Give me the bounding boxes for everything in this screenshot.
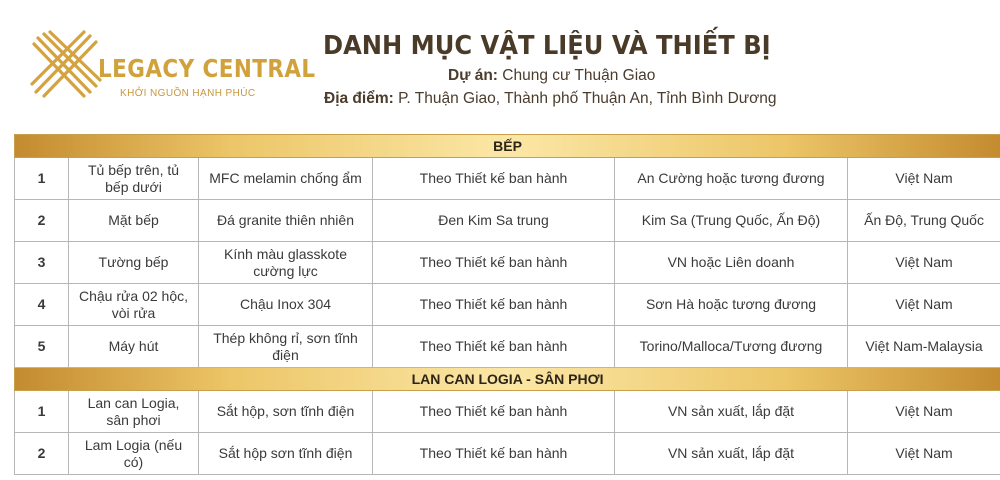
row-brand: VN hoặc Liên doanh bbox=[615, 242, 848, 284]
location-label: Địa điểm: bbox=[324, 90, 394, 107]
row-item: Máy hút bbox=[69, 326, 199, 368]
row-material: Sắt hộp sơn tĩnh điện bbox=[199, 433, 373, 475]
row-spec: Đen Kim Sa trung bbox=[373, 200, 615, 242]
row-number: 2 bbox=[15, 433, 69, 475]
brand-tagline: KHỞI NGUỒN HẠNH PHÚC bbox=[120, 88, 256, 99]
row-origin: Ấn Độ, Trung Quốc bbox=[848, 200, 1000, 242]
row-material: Sắt hộp, sơn tĩnh điện bbox=[199, 391, 373, 433]
row-brand: Kim Sa (Trung Quốc, Ấn Độ) bbox=[615, 200, 848, 242]
row-item: Tủ bếp trên, tủ bếp dưới bbox=[69, 158, 199, 200]
row-brand: VN sản xuất, lắp đặt bbox=[615, 433, 848, 475]
row-number: 1 bbox=[15, 158, 69, 200]
row-origin: Việt Nam bbox=[848, 242, 1000, 284]
project-value: Chung cư Thuận Giao bbox=[502, 67, 656, 84]
row-item: Chậu rửa 02 hộc, vòi rửa bbox=[69, 284, 199, 326]
row-origin: Việt Nam bbox=[848, 433, 1000, 475]
row-material: Đá granite thiên nhiên bbox=[199, 200, 373, 242]
row-number: 5 bbox=[15, 326, 69, 368]
location-value: P. Thuận Giao, Thành phố Thuận An, Tỉnh Bình Dương bbox=[398, 90, 777, 107]
section-header-kitchen bbox=[15, 135, 1000, 158]
table-row bbox=[15, 242, 1000, 284]
row-number: 4 bbox=[15, 284, 69, 326]
row-number: 3 bbox=[15, 242, 69, 284]
materials-table bbox=[14, 134, 1000, 475]
section-header-logia bbox=[15, 368, 1000, 391]
row-brand: Torino/Malloca/Tương đương bbox=[615, 326, 848, 368]
row-brand: Sơn Hà hoặc tương đương bbox=[615, 284, 848, 326]
brand-name: LEGACY CENTRAL bbox=[98, 54, 316, 83]
row-origin: Việt Nam bbox=[848, 391, 1000, 433]
row-item: Tường bếp bbox=[69, 242, 199, 284]
row-item: Mặt bếp bbox=[69, 200, 199, 242]
section-title: BẾP bbox=[15, 135, 1000, 158]
table-row bbox=[15, 158, 1000, 200]
row-spec: Theo Thiết kế ban hành bbox=[373, 433, 615, 475]
row-spec: Theo Thiết kế ban hành bbox=[373, 158, 615, 200]
row-spec: Theo Thiết kế ban hành bbox=[373, 284, 615, 326]
row-origin: Việt Nam bbox=[848, 158, 1000, 200]
row-spec: Theo Thiết kế ban hành bbox=[373, 326, 615, 368]
row-origin: Việt Nam bbox=[848, 284, 1000, 326]
section-title: LAN CAN LOGIA - SÂN PHƠI bbox=[15, 368, 1000, 391]
row-item: Lan can Logia, sân phơi bbox=[69, 391, 199, 433]
table-row bbox=[15, 284, 1000, 326]
location-line bbox=[324, 90, 777, 108]
table-row bbox=[15, 391, 1000, 433]
page-title: DANH MỤC VẬT LIỆU VÀ THIẾT BỊ bbox=[323, 31, 771, 61]
project-label: Dự án: bbox=[448, 67, 498, 84]
row-number: 1 bbox=[15, 391, 69, 433]
table-row bbox=[15, 200, 1000, 242]
row-spec: Theo Thiết kế ban hành bbox=[373, 391, 615, 433]
table-row bbox=[15, 433, 1000, 475]
row-material: Thép không rỉ, sơn tĩnh điện bbox=[199, 326, 373, 368]
row-brand: VN sản xuất, lắp đặt bbox=[615, 391, 848, 433]
row-material: MFC melamin chống ẩm bbox=[199, 158, 373, 200]
row-spec: Theo Thiết kế ban hành bbox=[373, 242, 615, 284]
row-material: Chậu Inox 304 bbox=[199, 284, 373, 326]
project-line bbox=[448, 67, 655, 85]
row-number: 2 bbox=[15, 200, 69, 242]
row-origin: Việt Nam-Malaysia bbox=[848, 326, 1000, 368]
row-material: Kính màu glasskote cường lực bbox=[199, 242, 373, 284]
row-brand: An Cường hoặc tương đương bbox=[615, 158, 848, 200]
row-item: Lam Logia (nếu có) bbox=[69, 433, 199, 475]
table-row bbox=[15, 326, 1000, 368]
